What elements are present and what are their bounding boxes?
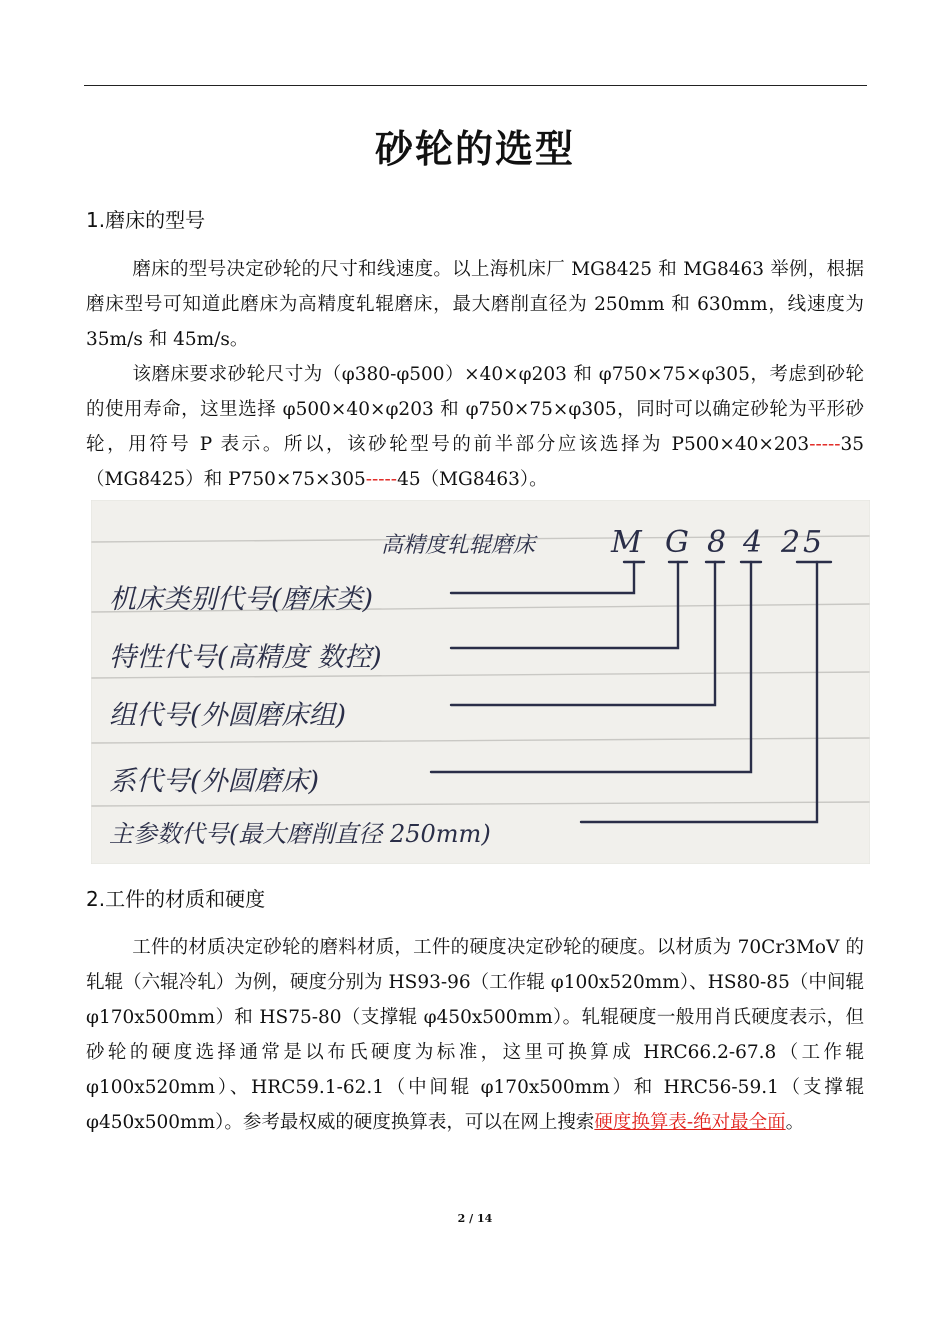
connector-lines: [431, 562, 831, 822]
note-series-code: 系代号(外圆磨床): [109, 766, 320, 797]
paragraph-text: 。: [785, 1112, 805, 1133]
section-heading-1: 1.磨床的型号: [86, 208, 206, 232]
red-dashes: -----: [809, 434, 841, 455]
model-letter: G: [665, 525, 689, 560]
paragraph-text: 该磨床要求砂轮尺寸为（φ380-φ500）×40×φ203 和 φ750×75×φ305，考虑到砂轮的使用寿命，这里选择 φ500×40×φ203 和 φ750×75×φ305，同时可以确定砂轮为平形砂轮，用符号 P 表示。所以，该砂轮型号的前半部分应该选择为 P500×40×203: [86, 364, 864, 455]
model-letter: 5: [803, 525, 823, 560]
header-rule: [84, 85, 867, 86]
paragraph-wheel-size: [86, 357, 864, 497]
hardness-table-link[interactable]: 硬度换算表-绝对最全面: [594, 1112, 786, 1133]
note-main-parameter: 主参数代号(最大磨削直径 250mm): [109, 820, 491, 848]
model-letter: 2: [781, 525, 801, 560]
red-dashes: -----: [365, 469, 398, 490]
paragraph-text: 35（MG8425）和 P750×75×305: [86, 434, 864, 490]
note-category-code: 机床类别代号(磨床类): [109, 584, 374, 615]
model-letter: M: [611, 525, 642, 560]
paragraph-machine-model: [86, 252, 864, 357]
paragraph-text: 45（MG8463）。: [397, 469, 548, 490]
page-number: [0, 1212, 950, 1225]
model-letter: 8: [707, 525, 727, 560]
paragraph-text: 工件的材质决定砂轮的磨料材质，工件的硬度决定砂轮的硬度。以材质为 70Cr3MoV 的轧辊（六辊冷轧）为例，硬度分别为 HS93-96（工作辊 φ100x520mm）、HS80-85（中间辊 φ170x500mm）和 HS75-80（支撑辊 φ450x500mm）。轧辊硬度一般用肖氏硬度表示，但砂轮的硬度选择通常是以布氏硬度为标准，这里可换算成 HRC66.2-67.8（工作辊 φ100x520mm）、HRC59.1-62.1（中间辊 φ170x500mm）和 HRC56-59.1（支撑辊 φ450x500mm）。参考最权威的硬度换算表，可以在网上搜索: [86, 937, 864, 1133]
page-separator: /: [469, 1212, 474, 1225]
handwritten-notes-photo: [91, 500, 870, 864]
page-total: 14: [477, 1212, 493, 1225]
note-group-code: 组代号(外圆磨床组): [109, 700, 347, 731]
model-letter: 4: [743, 525, 763, 560]
note-feature-code: 特性代号(高精度 数控): [109, 642, 382, 673]
paragraph-text: 磨床的型号决定砂轮的尺寸和线速度。以上海机床厂 MG8425 和 MG8463 举例，根据磨床型号可知道此磨床为高精度轧辊磨床，最大磨削直径为 250mm 和 630mm，线速度为 35m/s 和 45m/s。: [86, 259, 864, 350]
section-heading-2: 2.工件的材质和硬度: [86, 887, 266, 911]
paragraph-workpiece-hardness: [86, 930, 864, 1140]
page-title: 砂轮的选型: [374, 127, 575, 171]
page-current: 2: [457, 1212, 466, 1225]
photo-header-text: 高精度轧辊磨床: [381, 533, 536, 558]
